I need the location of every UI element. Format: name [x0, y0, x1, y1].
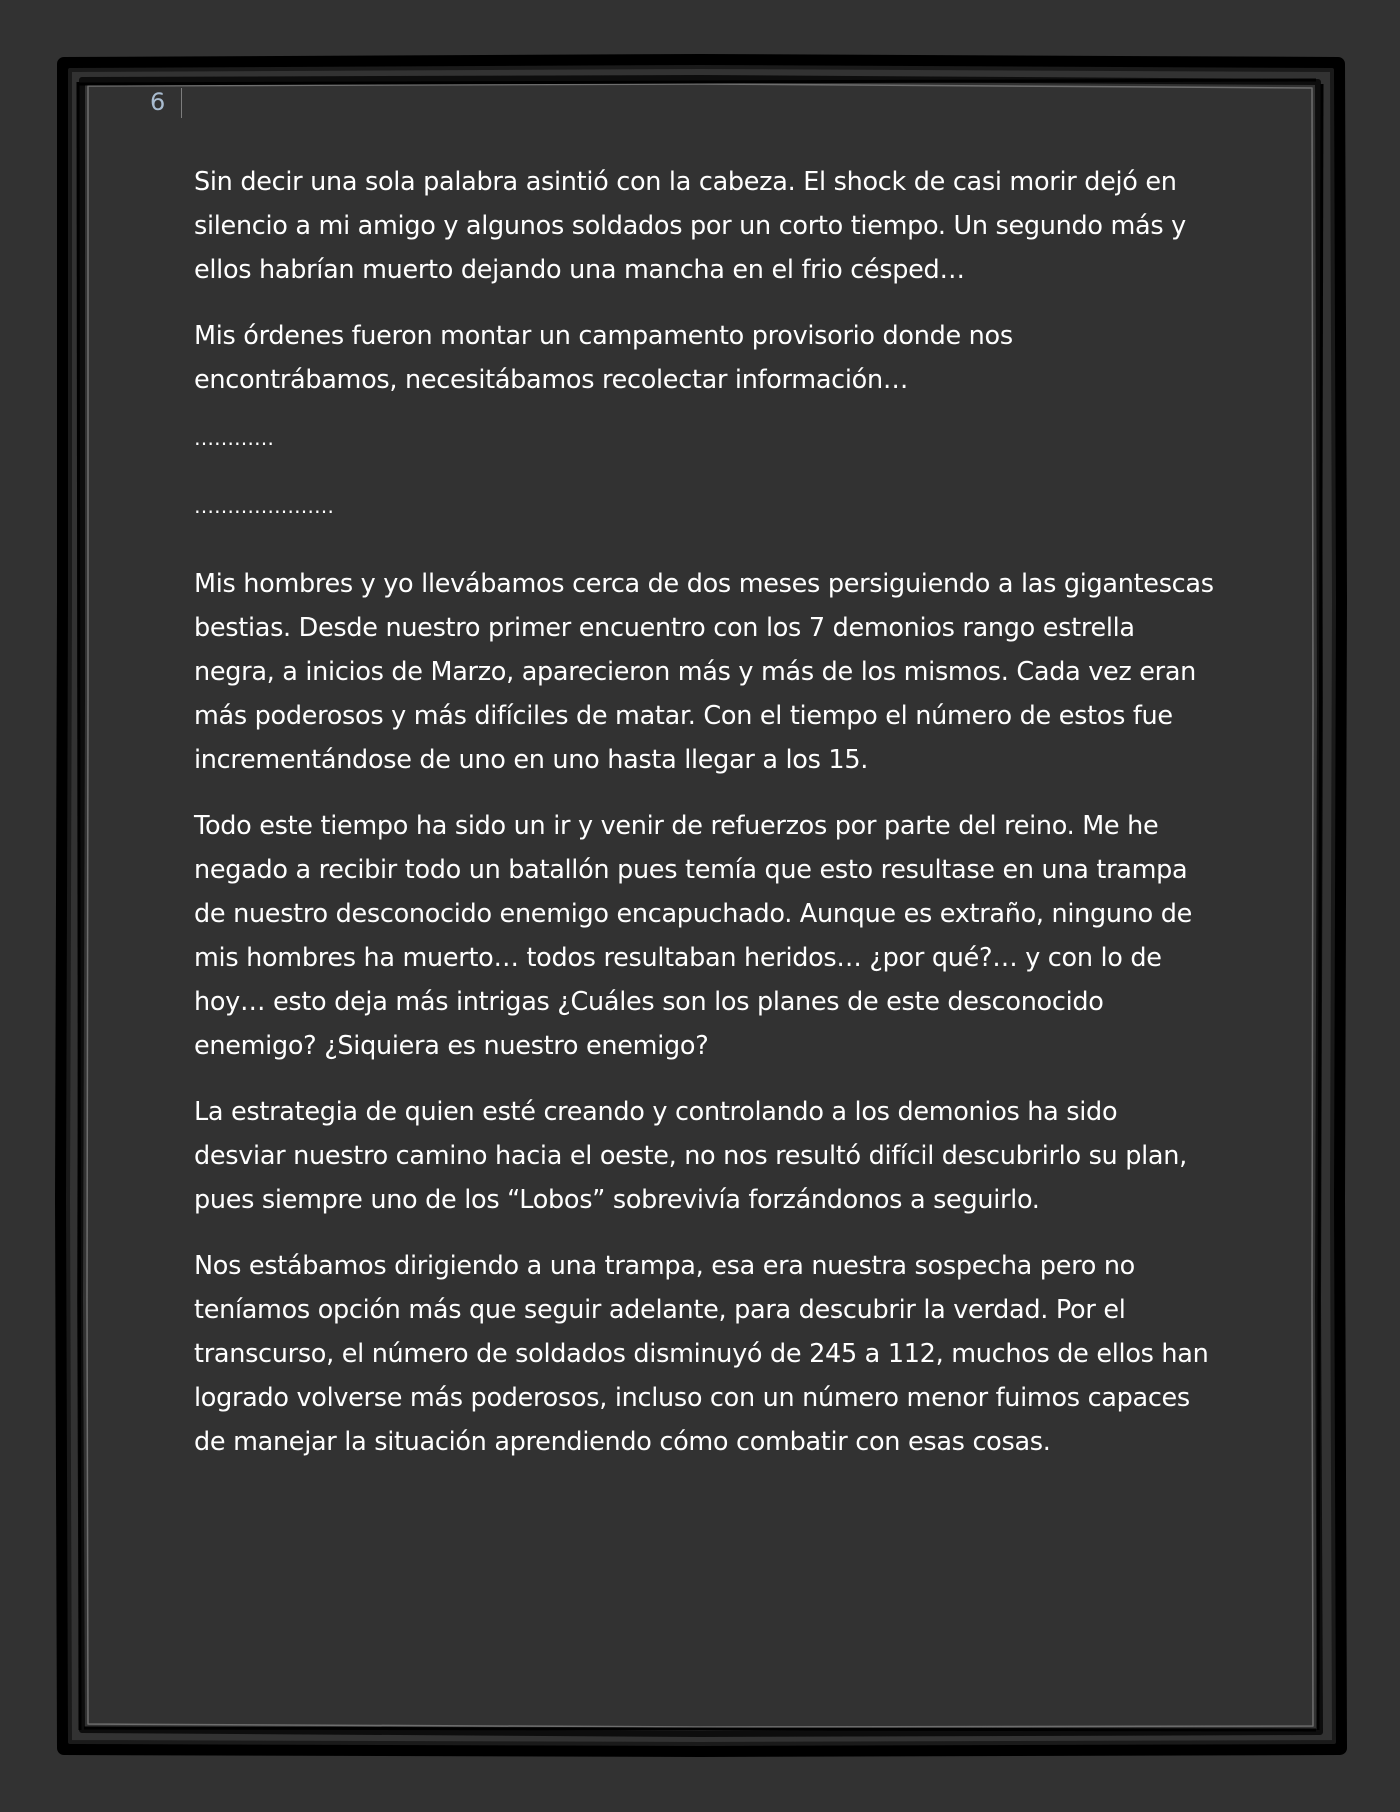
paragraph: La estrategia de quien esté creando y controlando a los demonios ha sido desviar nuestro camino hacia el oeste, no nos resultó difícil descubrirlo su plan, pues siempre uno de los “Lobos” sobrevivía forzándonos a seguirlo. — [194, 1097, 1187, 1215]
paragraph: Sin decir una sola palabra asintió con la cabeza. El shock de casi morir dejó en silencio a mi amigo y algunos soldados por un corto tiempo. Un segundo más y ellos habrían muerto dejando una mancha en el frio césped… — [194, 167, 1186, 285]
paragraph: Todo este tiempo ha sido un ir y venir de refuerzos por parte del reino. Me he negado a recibir todo un batallón pues temía que esto resultase en una trampa de nuestro desconocido enemigo encapuchado. Aunque es extraño, ninguno de mis hombres ha muerto… todos resultaban heridos… ¿por qué?… y con lo de hoy… esto deja más intrigas ¿Cuáles son los planes de este desconocido enemigo? ¿Siquiera es nuestro enemigo? — [194, 811, 1193, 1061]
scene-break-dots: ………… — [194, 426, 274, 450]
chapter-body — [194, 160, 1214, 1486]
paragraph: Mis órdenes fueron montar un campamento provisorio donde nos encontrábamos, necesitábamos recolectar información… — [194, 321, 1013, 395]
scene-break-dots: ………………… — [194, 494, 334, 518]
page-number: 6 — [150, 88, 166, 116]
paragraph: Mis hombres y yo llevábamos cerca de dos meses persiguiendo a las gigantescas bestias. Desde nuestro primer encuentro con los 7 demonios rango estrella negra, a inicios de Marzo, aparecieron más y más de los mismos. Cada vez eran más poderosos y más difíciles de matar. Con el tiempo el número de estos fue incrementándose de uno en uno hasta llegar a los 15. — [194, 569, 1214, 775]
page-number-divider — [181, 88, 182, 118]
paragraph: Nos estábamos dirigiendo a una trampa, esa era nuestra sospecha pero no teníamos opción más que seguir adelante, para descubrir la verdad. Por el transcurso, el número de soldados disminuyó de 245 a 112, muchos de ellos han logrado volverse más poderosos, incluso con un número menor fuimos capaces de manejar la situación aprendiendo cómo combatir con esas cosas. — [194, 1251, 1209, 1457]
